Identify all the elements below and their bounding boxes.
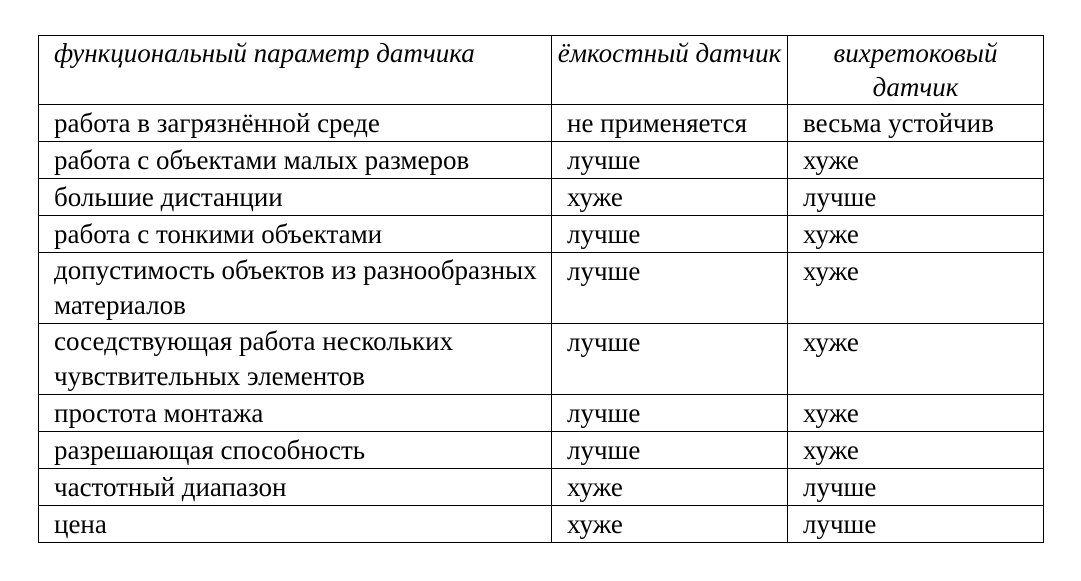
eddy-current-cell: хуже	[788, 216, 1044, 253]
eddy-current-cell: лучше	[788, 506, 1044, 543]
table-row	[39, 395, 1044, 432]
eddy-current-cell: хуже	[788, 142, 1044, 179]
eddy-current-cell: хуже	[788, 324, 1044, 395]
table-row	[39, 179, 1044, 216]
capacitive-cell: лучше	[552, 253, 788, 324]
table-header	[39, 36, 1044, 105]
eddy-current-cell: хуже	[788, 432, 1044, 469]
parameter-cell: соседствующая работа нескольких чувствительных элементов	[39, 324, 552, 395]
table-row	[39, 105, 1044, 142]
header-parameter: функциональный параметр датчика	[39, 36, 552, 105]
table-body	[39, 105, 1044, 543]
eddy-current-cell: лучше	[788, 179, 1044, 216]
table-row	[39, 216, 1044, 253]
parameter-cell: простота монтажа	[39, 395, 552, 432]
header-eddy-current-sensor: вихретоковый датчик	[788, 36, 1044, 105]
table-row	[39, 469, 1044, 506]
capacitive-cell: лучше	[552, 395, 788, 432]
capacitive-cell: хуже	[552, 179, 788, 216]
table-row	[39, 142, 1044, 179]
parameter-cell: большие дистанции	[39, 179, 552, 216]
capacitive-cell: лучше	[552, 216, 788, 253]
table-row	[39, 506, 1044, 543]
table-row	[39, 432, 1044, 469]
capacitive-cell: хуже	[552, 506, 788, 543]
header-row	[39, 36, 1044, 105]
header-capacitive-sensor: ёмкостный датчик	[552, 36, 788, 105]
table-row	[39, 324, 1044, 395]
capacitive-cell: не применяется	[552, 105, 788, 142]
eddy-current-cell: весьма устойчив	[788, 105, 1044, 142]
parameter-cell: работа с объектами малых размеров	[39, 142, 552, 179]
eddy-current-cell: лучше	[788, 469, 1044, 506]
parameter-cell: допустимость объектов из разнообразных материалов	[39, 253, 552, 324]
capacitive-cell: лучше	[552, 324, 788, 395]
capacitive-cell: лучше	[552, 432, 788, 469]
parameter-cell: работа в загрязнённой среде	[39, 105, 552, 142]
parameter-cell: цена	[39, 506, 552, 543]
parameter-cell: частотный диапазон	[39, 469, 552, 506]
table-row	[39, 253, 1044, 324]
parameter-cell: работа с тонкими объектами	[39, 216, 552, 253]
comparison-table	[38, 35, 1044, 543]
eddy-current-cell: хуже	[788, 253, 1044, 324]
eddy-current-cell: хуже	[788, 395, 1044, 432]
capacitive-cell: лучше	[552, 142, 788, 179]
parameter-cell: разрешающая способность	[39, 432, 552, 469]
capacitive-cell: хуже	[552, 469, 788, 506]
